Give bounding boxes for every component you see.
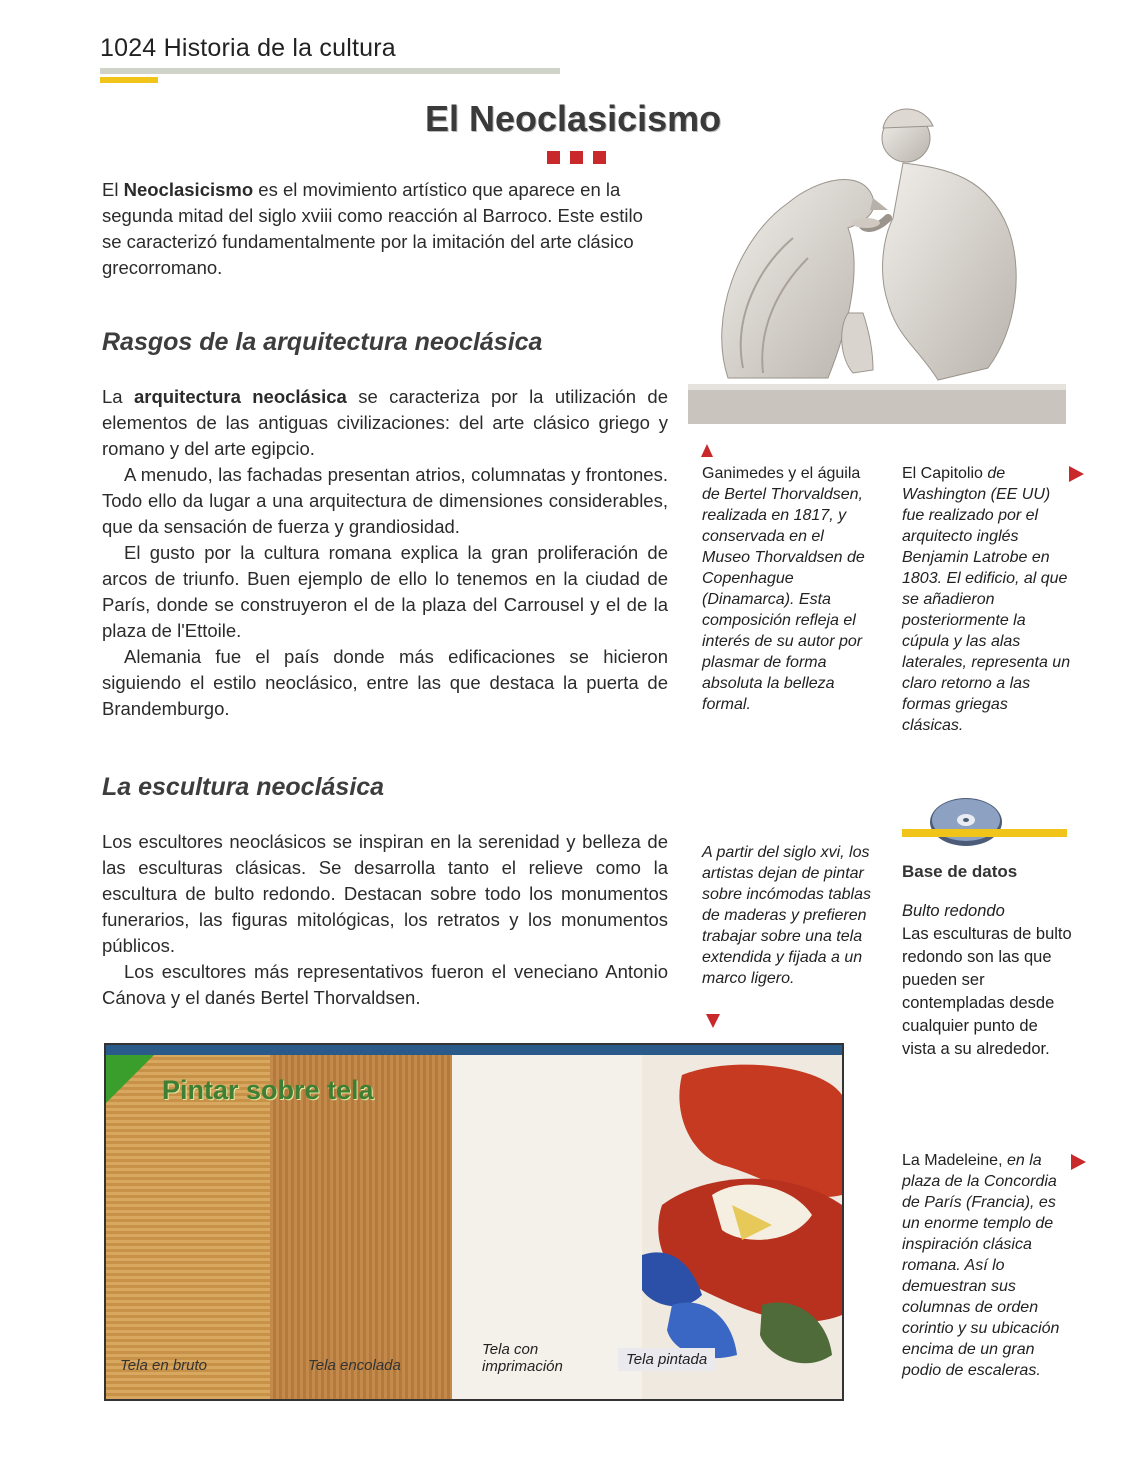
paragraph: A menudo, las fachadas presentan atrios, columnatas y frontones. Todo ello da lugar a una arquitectura de dimensiones considerables, que da sensación de fuerza y grandiosidad. (102, 464, 668, 537)
caption-capitolio: El Capitolio de Washington (EE UU) fue realizado por el arquitecto inglés Benjamin Latrobe en 1803. El edificio, al que se añadieron posteriormente la cúpula y las alas laterales, representa un claro retorno a las formas griegas clásicas. (902, 465, 1071, 734)
database-title: Base de datos (902, 862, 1018, 881)
running-header (100, 34, 396, 63)
label-primed-canvas: Tela con imprimación (482, 1341, 563, 1375)
panel-top-bar (106, 1045, 842, 1055)
section-name: Historia de la cultura (163, 34, 396, 62)
header-accent (100, 77, 158, 83)
section-heading-architecture: Rasgos de la arquitectura neoclásica (102, 328, 543, 356)
paragraph: Alemania fue el país donde más edificaciones se hicieron siguiendo el estilo neoclásico, entre las que destaca la puerta de Brandemburgo. (102, 646, 668, 719)
statue-image (688, 98, 1068, 428)
page-number: 1024 (100, 34, 157, 62)
database-bar (902, 829, 1067, 837)
caption-ganimedes: Ganimedes y el águila de Bertel Thorvaldsen, realizada en 1817, y conservada en el Museo Thorvaldsen de Copenhague (Dinamarca). Esta composición refleja el interés de su autor por plasmar de forma absoluta la belleza formal. (702, 465, 865, 713)
intro-term: Neoclasicismo (123, 179, 254, 200)
cd-disc-icon (928, 796, 1004, 848)
paragraph: El gusto por la cultura romana explica la gran proliferación de arcos de triunfo. Buen ejemplo de ello lo tenemos en la ciudad de París, donde se construyeron el de la plaza del Carrousel y el de la plaza de l'Ettoile. (102, 542, 668, 641)
paragraph: La arquitectura neoclásica se caracteriza por la utilización de elementos de las antiguas civilizaciones: del arte clásico griego y romano y del arte egipcio. (102, 386, 669, 459)
label-raw-canvas: Tela en bruto (120, 1357, 208, 1374)
page-title: El Neoclasicismo (425, 98, 722, 139)
panel-title: Pintar sobre tela (162, 1075, 374, 1105)
title-ornament (593, 151, 606, 164)
label-painted-canvas: Tela pintada (618, 1348, 715, 1371)
canvas-panel (104, 1043, 844, 1401)
caption-lienzo: A partir del siglo xvi, los artistas dejan de pintar sobre incómodas tablas de maderas y prefieren trabajar sobre una tela extendida y fijada a un marco ligero. (702, 844, 871, 987)
database-entry (902, 900, 1072, 1061)
database-term: Bulto redondo (902, 902, 1005, 920)
paragraph: Los escultores más representativos fueron el veneciano Antonio Cánova y el danés Bertel Thorvaldsen. (102, 961, 668, 1008)
intro-paragraph: El Neoclasicismo es el movimiento artístico que aparece en la segunda mitad del siglo xviii como reacción al Barroco. Este estilo se caracterizó fundamentalmente por la imitación del arte clásico grecorromano. (102, 179, 643, 278)
database-definition: Las esculturas de bulto redondo son las que pueden ser contempladas desde cualquier punto de vista a su alrededor. (902, 925, 1072, 1058)
header-rule (100, 68, 560, 74)
panel-corner-accent (106, 1055, 154, 1103)
canvas-raw-swatch (106, 1055, 270, 1399)
title-ornament (547, 151, 560, 164)
section-body-architecture (102, 384, 668, 722)
title-ornament (570, 151, 583, 164)
caption-arrow-down-icon (706, 1014, 720, 1028)
section-heading-sculpture: La escultura neoclásica (102, 773, 385, 801)
label-sized-canvas: Tela encolada (308, 1357, 401, 1374)
caption-madeleine: La Madeleine, en la plaza de la Concordia de París (Francia), es un enorme templo de inspiración clásica romana. Así lo demuestran sus columnas de orden corintio y su ubicación encima de un gran podio de escaleras. (902, 1152, 1060, 1379)
section-body-sculpture (102, 829, 668, 1011)
paragraph: Los escultores neoclásicos se inspiran en la serenidad y belleza de las esculturas clásicas. Se desarrolla tanto el relieve como la escultura de bulto redondo. Destacan sobre todo los monumentos funerarios, las figuras mitológicas, los retratos y los monumentos públicos. (102, 831, 668, 956)
caption-arrow-up-icon (701, 444, 713, 457)
canvas-sized-swatch (270, 1055, 452, 1399)
